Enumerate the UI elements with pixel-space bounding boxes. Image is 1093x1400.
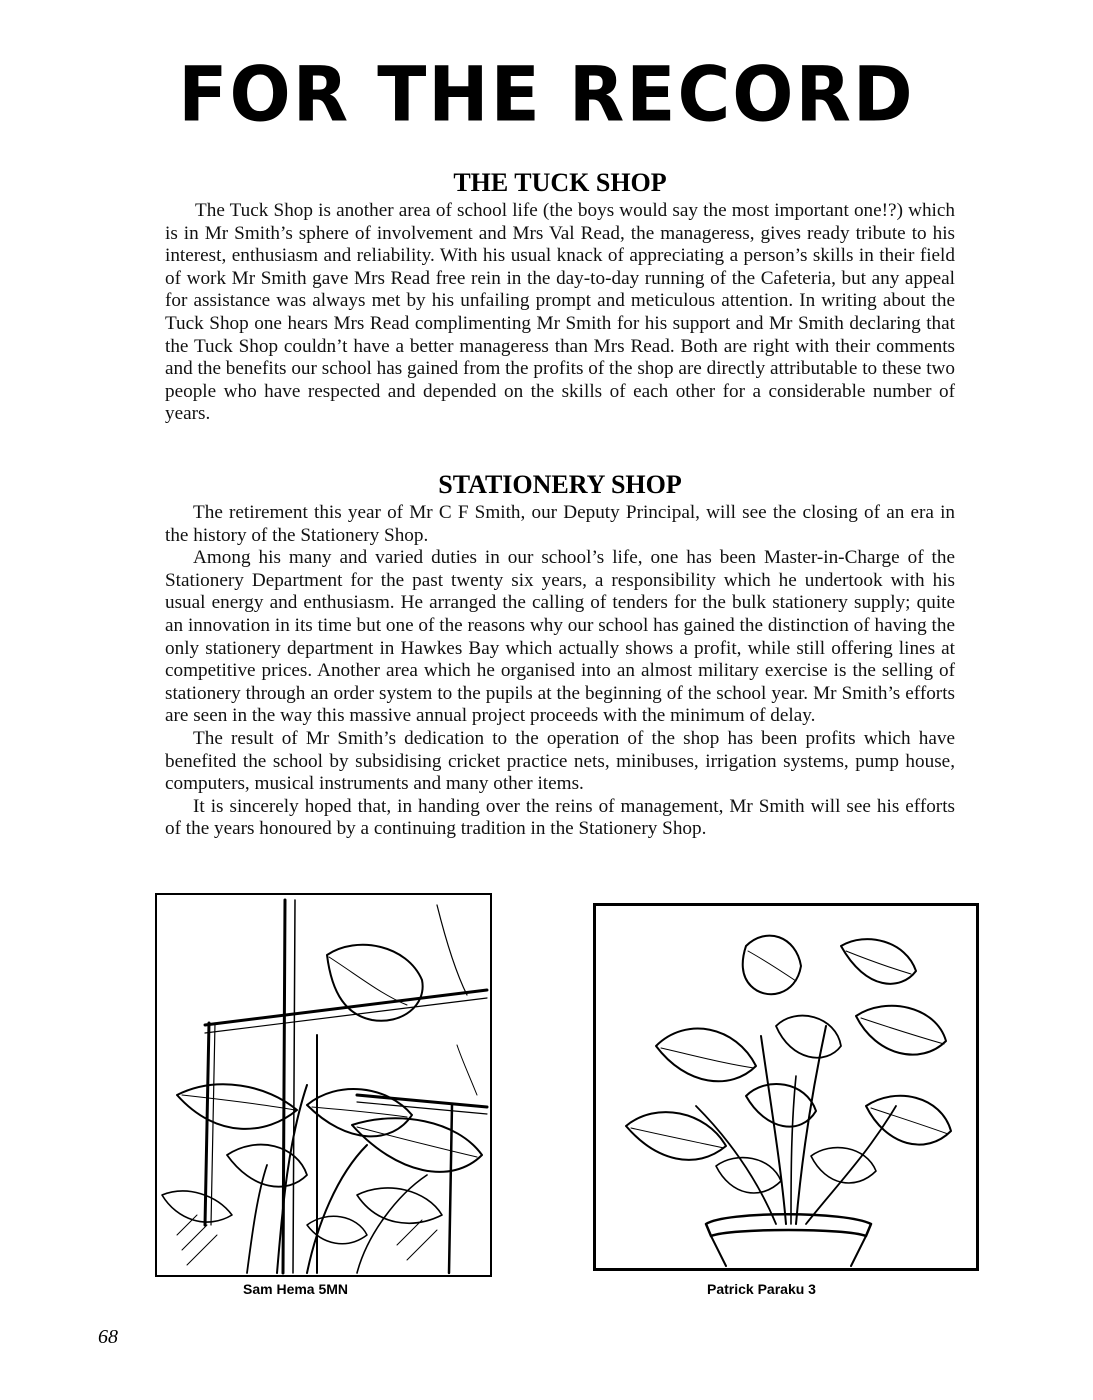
plant-drawing-icon bbox=[596, 906, 976, 1268]
plant-drawing-icon bbox=[157, 895, 490, 1275]
page-title: FOR THE RECORD bbox=[178, 49, 915, 139]
figure-caption-right: Patrick Paraku 3 bbox=[707, 1281, 816, 1297]
plant-illustration-left bbox=[155, 893, 492, 1277]
figure-caption-left: Sam Hema 5MN bbox=[243, 1281, 349, 1297]
tuck-shop-paragraph: The Tuck Shop is another area of school life (the boys would say the most important one!?) which is in Mr Smith’s sphere of involvement and Mrs Val Read, the manageress, gives ready tribute to his interest, enthusiasm and reliability. With his usual knack of appreciating a person’s skills in their field of work Mr Smith gave Mrs Read free rein in the day-to-day running of the Cafeteria, but any appeal for assistance was always met by his unfailing prompt and meticulous attention. In writing about the Tuck Shop one hears Mrs Read complimenting Mr Smith for his support and Mr Smith declaring that the Tuck Shop couldn’t have a better manageress than Mrs Read. Both are right with their comments and the benefits our school has gained from the profits of the shop are directly attributable to these two people who have respected and depended on the skills of each other for a considerable number of years. bbox=[165, 200, 955, 425]
stationery-paragraph-3: The result of Mr Smith’s dedication to the operation of the shop has been profits which have benefited the school by subsidising cricket practice nets, minibuses, irrigation systems, pump house, computers, musical instruments and many other items. bbox=[165, 727, 955, 795]
tuck-shop-heading: THE TUCK SHOP bbox=[453, 168, 667, 197]
plant-illustration-right bbox=[593, 903, 979, 1271]
stationery-paragraph-1: The retirement this year of Mr C F Smith, our Deputy Principal, will see the closing of an era in the history of the Stationery Shop. bbox=[165, 502, 955, 546]
stationery-shop-heading: STATIONERY SHOP bbox=[438, 470, 682, 499]
tuck-shop-article bbox=[165, 200, 955, 426]
page-number: 68 bbox=[98, 1326, 118, 1348]
stationery-shop-article bbox=[165, 502, 955, 841]
stationery-paragraph-2: Among his many and varied duties in our school’s life, one has been Master-in-Charge of the Stationery Department for the past twenty six years, a responsibility which he undertook with his usual energy and enthusiasm. He arranged the calling of tenders for the bulk stationery supply; quite an innovation in its time but one of the reasons why our school has gained the distinction of having the only stationery department in Hawkes Bay which actually shows a profit, while still offering lines at competitive prices. Another area which he organised into an almost military exercise is the selling of stationery through an order system to the pupils at the beginning of the school year. Mr Smith’s efforts are seen in the way this massive annual project proceeds with the minimum of delay. bbox=[165, 547, 955, 727]
stationery-paragraph-4: It is sincerely hoped that, in handing over the reins of management, Mr Smith will see his efforts of the years honoured by a continuing tradition in the Stationery Shop. bbox=[165, 795, 955, 840]
